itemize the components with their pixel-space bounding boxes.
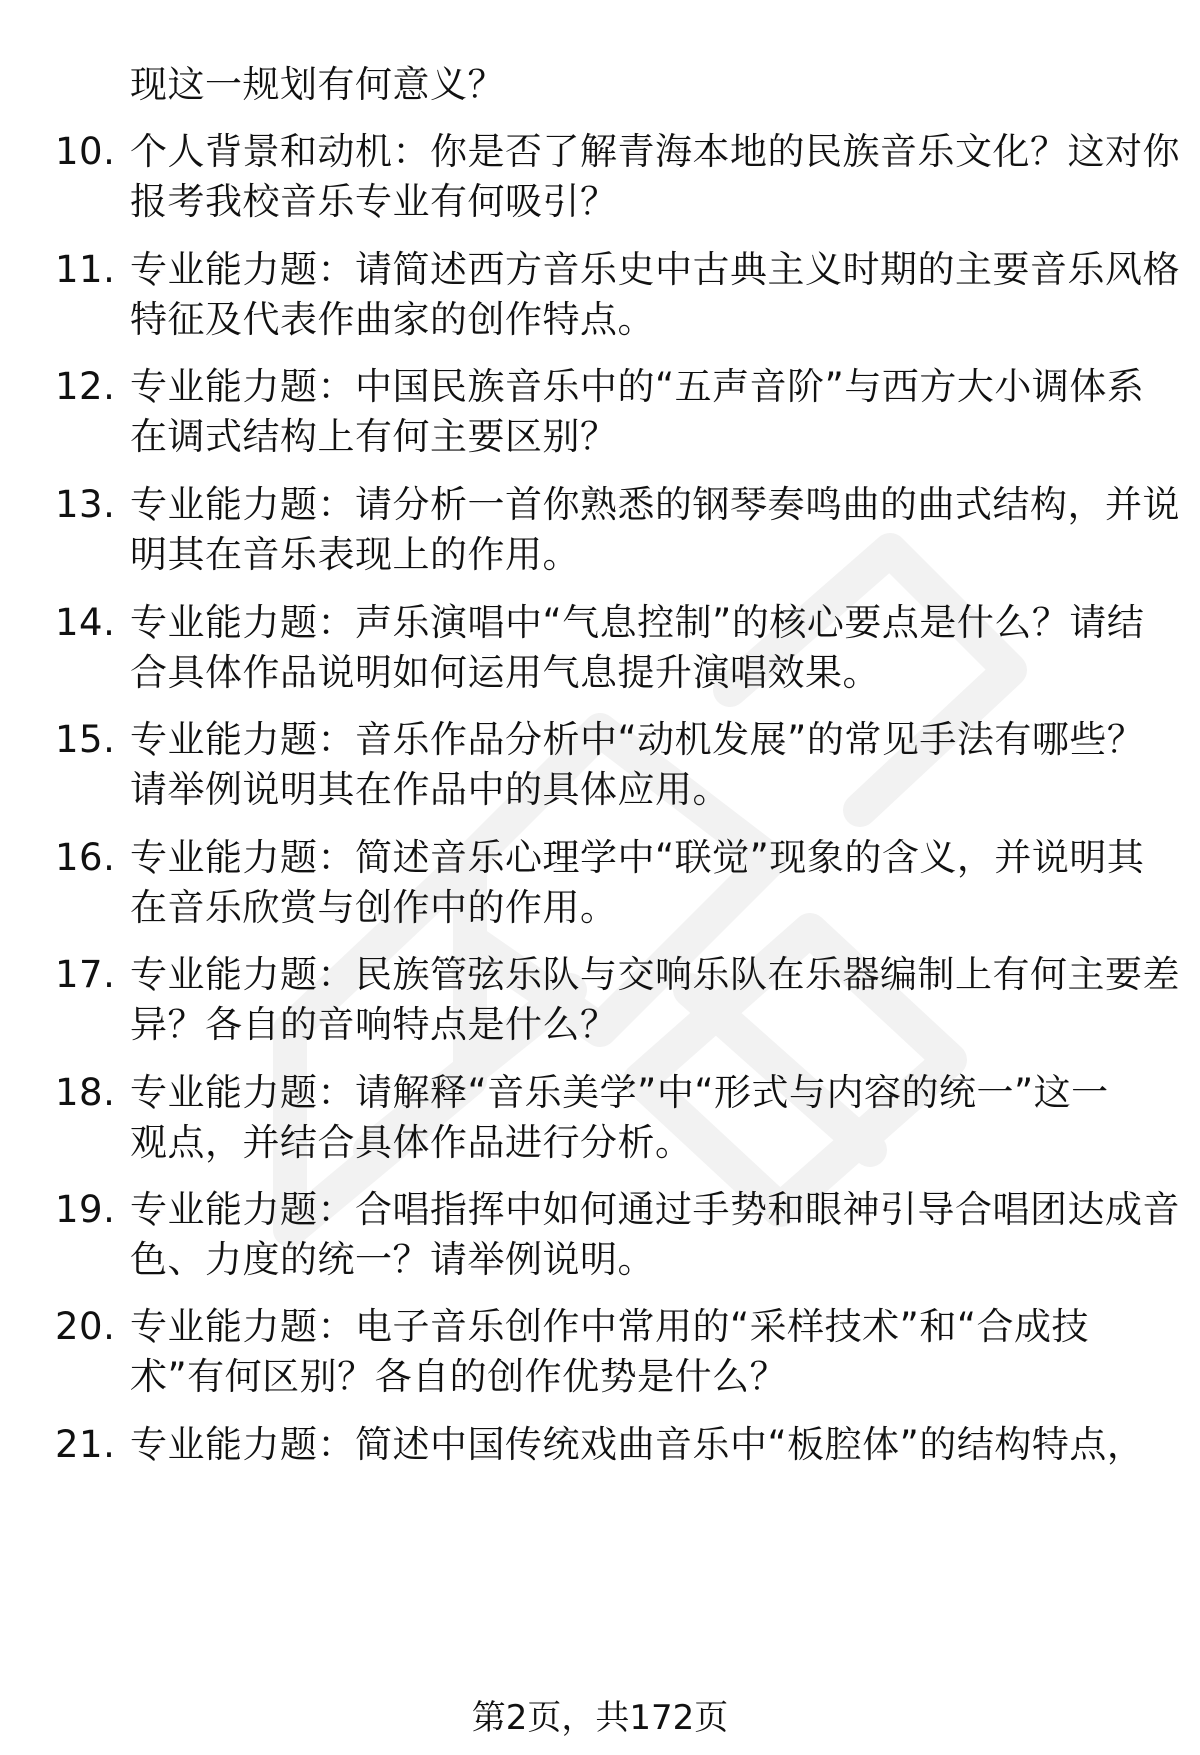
question-text-line: 异？各自的音响特点是什么？ — [130, 1003, 618, 1046]
question-text-line: 专业能力题：电子音乐创作中常用的“采样技术”和“合成技 — [130, 1305, 1090, 1348]
question-number: 18. — [55, 1071, 116, 1114]
question-number: 12. — [55, 365, 116, 408]
question-text-line: 术”有何区别？各自的创作优势是什么？ — [130, 1355, 788, 1398]
question-text-line: 观点，并结合具体作品进行分析。 — [130, 1121, 693, 1164]
question-text-line: 专业能力题：简述音乐心理学中“联觉”现象的含义，并说明其 — [130, 836, 1145, 879]
question-number: 20. — [55, 1305, 116, 1348]
continuation-line: 现这一规划有何意义？ — [130, 63, 505, 106]
question-text-line: 个人背景和动机：你是否了解青海本地的民族音乐文化？这对你 — [130, 130, 1180, 173]
question-text-line: 专业能力题：请简述西方音乐史中古典主义时期的主要音乐风格 — [130, 248, 1180, 291]
question-text-line: 特征及代表作曲家的创作特点。 — [130, 298, 655, 341]
question-text-line: 专业能力题：声乐演唱中“气息控制”的核心要点是什么？请结 — [130, 601, 1145, 644]
question-text-line: 明其在音乐表现上的作用。 — [130, 533, 580, 576]
question-text-line: 专业能力题：请解释“音乐美学”中“形式与内容的统一”这一 — [130, 1071, 1109, 1114]
question-text-line: 请举例说明其在作品中的具体应用。 — [130, 768, 730, 811]
question-number: 11. — [55, 248, 116, 291]
question-text-line: 色、力度的统一？请举例说明。 — [130, 1238, 655, 1281]
question-number: 15. — [55, 718, 116, 761]
question-text-line: 报考我校音乐专业有何吸引？ — [130, 180, 618, 223]
question-text-line: 在音乐欣赏与创作中的作用。 — [130, 886, 618, 929]
question-number: 21. — [55, 1423, 116, 1466]
page-footer: 第2页，共172页 — [471, 1698, 729, 1738]
question-text-line: 专业能力题：简述中国传统戏曲音乐中“板腔体”的结构特点， — [130, 1423, 1145, 1466]
question-text-line: 合具体作品说明如何运用气息提升演唱效果。 — [130, 651, 880, 694]
question-text-line: 专业能力题：音乐作品分析中“动机发展”的常见手法有哪些？ — [130, 718, 1145, 761]
question-number: 19. — [55, 1188, 116, 1231]
question-number: 10. — [55, 130, 116, 173]
question-number: 13. — [55, 483, 116, 526]
question-text-line: 专业能力题：请分析一首你熟悉的钢琴奏鸣曲的曲式结构，并说 — [130, 483, 1180, 526]
question-text-line: 专业能力题：合唱指挥中如何通过手势和眼神引导合唱团达成音 — [130, 1188, 1180, 1231]
question-number: 14. — [55, 601, 116, 644]
question-number: 17. — [55, 953, 116, 996]
question-text-line: 在调式结构上有何主要区别？ — [130, 415, 618, 458]
question-number: 16. — [55, 836, 116, 879]
question-text-line: 专业能力题：中国民族音乐中的“五声音阶”与西方大小调体系 — [130, 365, 1145, 408]
question-text-line: 专业能力题：民族管弦乐队与交响乐队在乐器编制上有何主要差 — [130, 953, 1180, 996]
